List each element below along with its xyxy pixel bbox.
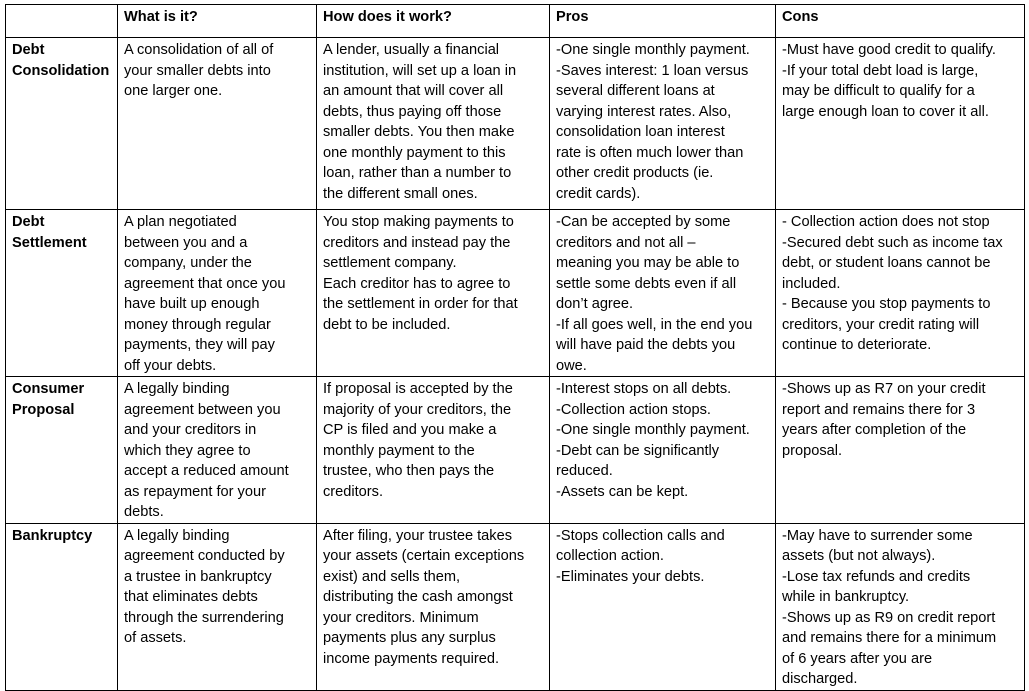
cell-what-is-it [118, 210, 317, 377]
cell-text-line: creditors, your credit rating will [782, 316, 980, 333]
cell-text-line: the different small ones. [323, 185, 478, 202]
cell-text-line: money through regular [124, 316, 271, 333]
cell-text-line: as repayment for your [124, 483, 266, 500]
cell-text-line: After filing, your trustee takes [323, 527, 512, 544]
cell-text-line: your assets (certain exceptions [323, 548, 525, 564]
cell-text-line: Proposal [12, 401, 75, 418]
cell-how-does-it-work [317, 523, 550, 690]
cell-text-line: monthly payment to the [323, 442, 475, 459]
cell-pros [550, 523, 776, 690]
cell-text-line: Consolidation [12, 62, 110, 79]
cell-text-line: agreement conducted by [124, 548, 285, 564]
cell-text-line: If proposal is accepted by the [323, 381, 513, 397]
cell-text-line: -Eliminates your debts. [556, 568, 705, 585]
cell-text-line: Debt [12, 214, 45, 230]
cell-text-line: continue to deteriorate. [782, 337, 932, 353]
cell-pros [550, 210, 776, 377]
cell-text-line: - Collection action does not stop [782, 214, 990, 230]
cell-text-line: A plan negotiated [124, 214, 237, 230]
header-cons: Cons [776, 5, 1025, 38]
cell-text-line: meaning you may be able to [556, 255, 740, 271]
cell-text-line: settlement company. [323, 255, 457, 271]
cell-text-line: accept a reduced amount [124, 463, 289, 479]
cell-text-line: income payments required. [323, 650, 500, 667]
cell-text-line: payments plus any surplus [323, 630, 496, 646]
cell-cons [776, 210, 1025, 377]
cell-what-is-it [118, 38, 317, 210]
cell-text-line: -Shows up as R9 on credit report [782, 609, 996, 626]
cell-text-line: -Lose tax refunds and credits [782, 568, 971, 585]
cell-text-line: which they agree to [124, 442, 251, 459]
cell-text-line: -One single monthly payment. [556, 42, 750, 58]
table-header-row [6, 5, 1025, 38]
cell-text-line: proposal. [782, 442, 843, 459]
cell-text-line: -Shows up as R7 on your credit [782, 381, 986, 397]
cell-text-line: -Stops collection calls and [556, 527, 725, 544]
cell-text-line: CP is filed and you make a [323, 422, 497, 438]
cell-text-line: Bankruptcy [12, 527, 93, 544]
cell-text-line: creditors. [323, 483, 384, 500]
cell-text-line: majority of your creditors, the [323, 401, 512, 418]
cell-text-line: other credit products (ie. [556, 165, 714, 181]
cell-text-line: included. [782, 275, 841, 292]
cell-text-line: -Collection action stops. [556, 401, 711, 418]
cell-text-line: A legally binding [124, 381, 230, 397]
cell-text-line: Each creditor has to agree to [323, 275, 511, 292]
cell-how-does-it-work [317, 377, 550, 524]
cell-text-line: A legally binding [124, 527, 230, 544]
debt-options-table [5, 4, 1025, 691]
cell-text-line: your smaller debts into [124, 62, 271, 79]
cell-text-line: -If all goes well, in the end you [556, 316, 753, 333]
cell-how-does-it-work [317, 38, 550, 210]
cell-text-line: off your debts. [124, 357, 217, 374]
table-row [6, 377, 1025, 524]
cell-text-line: years after completion of the [782, 422, 967, 438]
cell-text-line: creditors and not all – [556, 234, 696, 251]
cell-text-line: loan, rather than a number to [323, 165, 512, 181]
cell-cons [776, 38, 1025, 210]
cell-text-line: -If your total debt load is large, [782, 62, 979, 79]
cell-text-line: and remains there for a minimum [782, 630, 997, 646]
cell-text-line: A lender, usually a financial [323, 42, 500, 58]
cell-text-line: distributing the cash amongst [323, 589, 513, 605]
cell-text-line: between you and a [124, 234, 248, 251]
cell-pros [550, 377, 776, 524]
cell-text-line: of 6 years after you are [782, 650, 933, 667]
cell-text-line: -Secured debt such as income tax [782, 234, 1003, 251]
table-row [6, 210, 1025, 377]
cell-text-line: -One single monthly payment. [556, 422, 750, 438]
header-pros: Pros [550, 5, 776, 38]
cell-text-line: -Saves interest: 1 loan versus [556, 62, 749, 79]
cell-cons [776, 377, 1025, 524]
cell-text-line: of assets. [124, 630, 187, 646]
cell-text-line: institution, will set up a loan in [323, 62, 517, 79]
cell-text-line: rate is often much lower than [556, 144, 744, 161]
cell-cons [776, 523, 1025, 690]
cell-text-line: -Debt can be significantly [556, 442, 720, 459]
cell-how-does-it-work [317, 210, 550, 377]
cell-text-line: may be difficult to qualify for a [782, 83, 975, 99]
cell-text-line: agreement that once you [124, 275, 286, 292]
cell-text-line: credit cards). [556, 185, 641, 202]
header-what-is-it: What is it? [118, 5, 317, 38]
cell-text-line: large enough loan to cover it all. [782, 103, 989, 120]
cell-text-line: Consumer [12, 381, 85, 397]
cell-text-line: -Must have good credit to qualify. [782, 42, 996, 58]
cell-text-line: while in bankruptcy. [782, 589, 910, 605]
cell-text-line: payments, they will pay [124, 337, 275, 353]
cell-text-line: debts, thus paying off those [323, 103, 502, 120]
cell-text-line: have built up enough [124, 296, 260, 312]
cell-text-line: a trustee in bankruptcy [124, 568, 272, 585]
cell-text-line: creditors and instead pay the [323, 234, 511, 251]
cell-text-line: trustee, who then pays the [323, 463, 495, 479]
header-corner-cell [6, 5, 118, 38]
cell-text-line: don’t agree. [556, 296, 634, 312]
cell-pros [550, 38, 776, 210]
cell-text-line: several different loans at [556, 83, 715, 99]
cell-text-line: -Can be accepted by some [556, 214, 731, 230]
cell-text-line: settle some debts even if all [556, 275, 737, 292]
header-how-does-it-work: How does it work? [317, 5, 550, 38]
cell-text-line: through the surrendering [124, 609, 284, 626]
cell-text-line: debt to be included. [323, 316, 451, 333]
cell-text-line: one monthly payment to this [323, 144, 506, 161]
cell-text-line: Settlement [12, 234, 87, 251]
cell-text-line: A consolidation of all of [124, 42, 274, 58]
cell-text-line: -Assets can be kept. [556, 483, 689, 500]
cell-text-line: your creditors. Minimum [323, 609, 479, 626]
row-option-name [6, 523, 118, 690]
cell-text-line: and your creditors in [124, 422, 257, 438]
cell-text-line: - Because you stop payments to [782, 296, 991, 312]
cell-what-is-it [118, 523, 317, 690]
cell-text-line: varying interest rates. Also, [556, 103, 732, 120]
cell-text-line: report and remains there for 3 [782, 401, 976, 418]
cell-what-is-it [118, 377, 317, 524]
table-row [6, 38, 1025, 210]
cell-text-line: You stop making payments to [323, 214, 514, 230]
cell-text-line: owe. [556, 357, 587, 374]
cell-text-line: discharged. [782, 671, 858, 687]
cell-text-line: company, under the [124, 255, 252, 271]
cell-text-line: reduced. [556, 463, 613, 479]
row-option-name [6, 377, 118, 524]
cell-text-line: Debt [12, 42, 45, 58]
cell-text-line: agreement between you [124, 401, 281, 418]
cell-text-line: collection action. [556, 548, 664, 564]
cell-text-line: the settlement in order for that [323, 296, 518, 312]
cell-text-line: will have paid the debts you [556, 337, 736, 353]
cell-text-line: debt, or student loans cannot be [782, 255, 991, 271]
cell-text-line: assets (but not always). [782, 548, 936, 564]
row-option-name [6, 38, 118, 210]
cell-text-line: -Interest stops on all debts. [556, 381, 732, 397]
cell-text-line: one larger one. [124, 83, 223, 99]
cell-text-line: -May have to surrender some [782, 527, 973, 544]
cell-text-line: debts. [124, 504, 164, 520]
cell-text-line: that eliminates debts [124, 589, 258, 605]
cell-text-line: consolidation loan interest [556, 124, 725, 140]
table-row [6, 523, 1025, 690]
cell-text-line: smaller debts. You then make [323, 124, 515, 140]
cell-text-line: exist) and sells them, [323, 568, 461, 585]
row-option-name [6, 210, 118, 377]
cell-text-line: an amount that will cover all [323, 83, 504, 99]
